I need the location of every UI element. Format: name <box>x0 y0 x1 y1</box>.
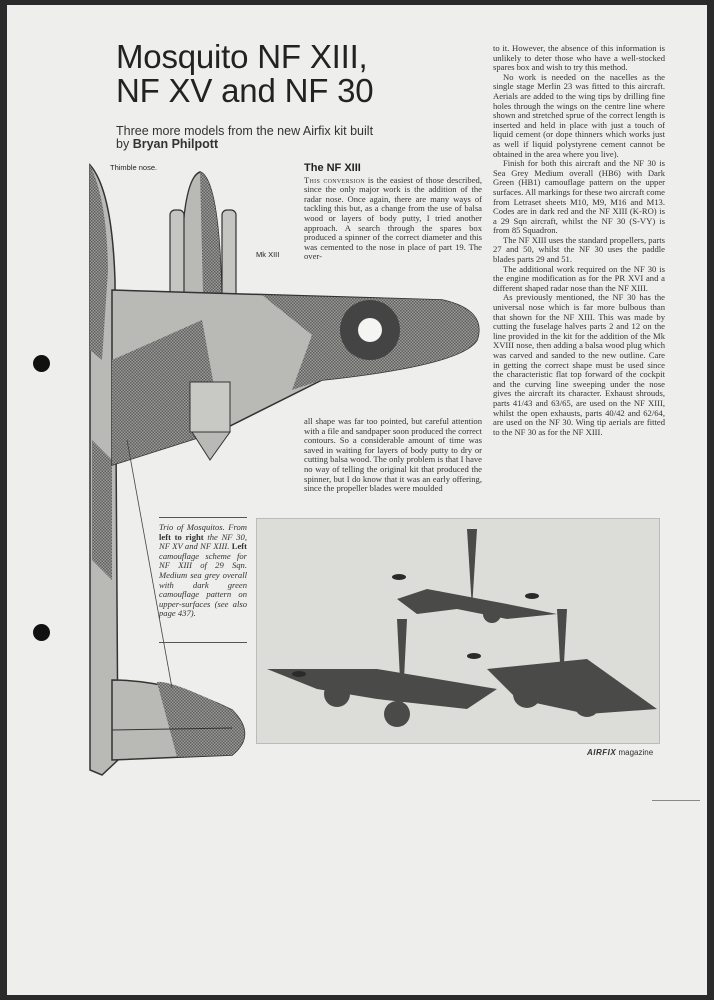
section-heading: The NF XIII <box>304 162 361 174</box>
label-thimble-nose: Thimble nose. <box>110 163 158 172</box>
binder-hole-top <box>33 355 50 372</box>
paragraph: No work is needed on the nacelles as the single stage Merlin 23 was fitted to this aircraft. Aerials are added to the wing tips by drilling fine holes through the wings on the centre line where shown and stretched sprue of the correct length is inserted and held in place with just a touch of liquid cement (or dope thinners which works just as well if liquid polystyrene cement cannot be obtained in the area where you live). <box>493 71 665 159</box>
caption-rule-top <box>159 517 247 518</box>
author-name: Bryan Philpott <box>132 137 219 151</box>
column-middle-upper <box>304 164 482 262</box>
caption-bold: Left <box>231 541 247 552</box>
article-subtitle <box>116 125 376 151</box>
magazine-footer <box>587 748 653 757</box>
paragraph: The additional work required on the NF 30 is the engine modification as for the PR XVI and a different shaped radar nose than the NF XIII. <box>493 263 665 293</box>
caption-text: camouflage scheme for NF XIII of 29 Sqn. Medium sea grey overall with dark green camouflage pattern on upper-surfaces (see also page 437). <box>159 550 247 619</box>
paragraph-text: is the easiest of those described, since the only major work is the addition of the radar nose. Once again, there are many ways of tackling this but, as a change from the use of balsa wood or layers of body putty, I tried another approach. A search through the spares box produced a spinner of the correct diameter and this was cemented to the nose in place of part 19. The over- <box>304 174 482 262</box>
footer-suffix: magazine <box>618 748 654 757</box>
article-title <box>116 40 456 108</box>
paragraph: all shape was far too pointed, but careful attention with a file and sandpaper soon produced the correct contours. So a considerable amount of time was saved in waiting for layers of body putty to dry or cutting balsa wood. The only problem is that I have no way of telling the original kit that produced the spinner, but I do know that it was an early offering, since the propeller blades were moulded <box>304 416 482 494</box>
caption-text: the NF 30, NF XV and NF XIII. <box>159 531 247 552</box>
paragraph: As previously mentioned, the NF 30 has the universal nose which is far more bulbous than that shown for the NF XIII. This was made by cutting the fuselage halves parts 2 and 12 on the line provided in the kit for the addition of the Mk XVIII nose, then adding a balsa wood plug which was carved and sanded to the new outline. Care in getting the correct shape must be used since the characteristic flat top forward of the cockpit and the curving line sweeping under the nose gives the aircraft its character. Exhaust shrouds, parts 41/43 and 63/65, are used on the NF XIII, whilst the open exhausts, parts 40/42 and 62/64, are used on the NF 30. Wing tip aerials are fitted to the NF 30 as for the NF XIII. <box>493 292 665 437</box>
paragraph: Finish for both this aircraft and the NF 30 is Sea Grey Medium overall (HB6) with Dark Green (HB1) camouflage pattern on the upper surfaces. All markings for these two aircraft come from Letraset sheets M10, M9, M16 and M13. Codes are in dark red and the NF XIII (K-RO) is a 29 Sqn aircraft, whilst the NF 30 (S-VY) is from 85 Squadron. <box>493 158 665 236</box>
page-edge-rule <box>652 800 700 801</box>
footer-brand: AIRFIX <box>587 748 617 757</box>
label-mk-xiii: Mk XIII <box>256 250 280 259</box>
binder-hole-bottom <box>33 624 50 641</box>
photo-caption <box>159 523 247 619</box>
column-middle-lower <box>304 417 482 494</box>
paragraph: The NF XIII uses the standard propellers, parts 27 and 50, whilst the NF 30 uses the paddle blades parts 29 and 51. <box>493 234 665 265</box>
title-line-1: Mosquito NF XIII, <box>116 38 368 75</box>
caption-rule-bottom <box>159 642 247 643</box>
paragraph <box>304 176 482 262</box>
caption-bold: left to right <box>159 531 204 542</box>
roundel-inner <box>358 318 382 342</box>
models-photo <box>256 518 660 744</box>
lead-in: This conversion <box>304 174 365 185</box>
caption-text: Trio of Mosquitos. From <box>159 522 247 532</box>
magazine-page <box>7 5 707 995</box>
title-line-2: NF XV and NF 30 <box>116 72 374 109</box>
photo-illustration <box>257 519 659 743</box>
column-right <box>493 44 665 437</box>
subtitle-text: Three more models from the new Airfix kit built by <box>116 124 374 151</box>
paragraph: to it. However, the absence of this information is unlikely to deter those who have a well-stocked spares box and wish to try this method. <box>493 43 665 73</box>
